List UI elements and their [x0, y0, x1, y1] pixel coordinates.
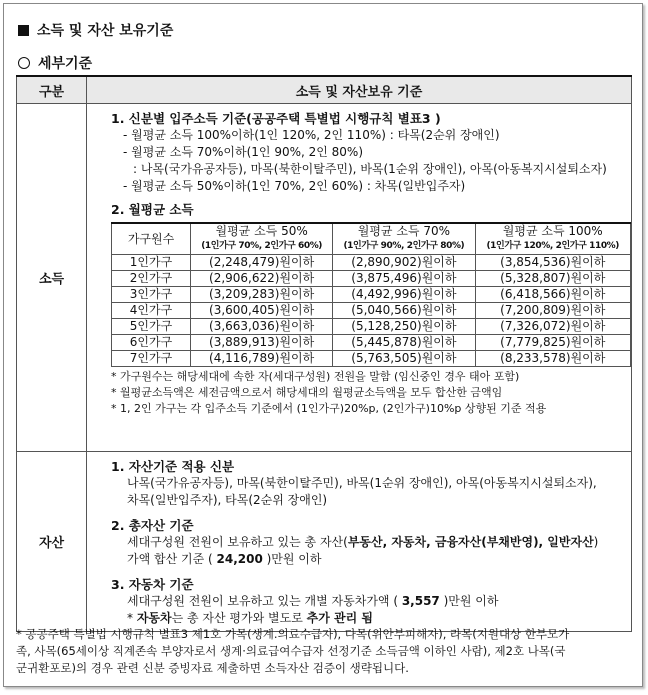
asset-sec1-title: 1. 자산기준 적용 신분 [111, 459, 235, 474]
asset-content [87, 452, 632, 632]
criteria-table [16, 75, 632, 632]
table-row: 5인가구 (3,663,036)원이하 (5,128,250)원이하 (7,326,072)원이하 [112, 319, 631, 335]
col-household: 가구원수 [112, 223, 191, 255]
asset-sec3-line: * 자동차는 총 자산 평가와 별도로 추가 관리 됨 [127, 611, 373, 625]
asset-sec3-title: 3. 자동차 기준 [111, 577, 194, 592]
asset-sec2-line: 세대구성원 전원이 보유하고 있는 총 자산(부동산, 자동차, 금융자산(부채반영), 일반자산) [127, 535, 599, 549]
table-row: 2인가구 (2,906,622)원이하 (3,875,496)원이하 (5,328,807)원이하 [112, 271, 631, 287]
footnote-line: 군귀환포로)의 경우 관련 신분 증빙자료 제출하면 소득자산 검증이 생략됩니다. [16, 661, 409, 675]
income-sec2-title: 2. 월평균 소득 [111, 202, 194, 217]
header-row [17, 76, 632, 104]
footnote [16, 626, 634, 677]
income-sec1-line: - 월평균 소득 50%이하(1인 70%, 2인 60%) : 차목(일반입주자) [123, 179, 466, 193]
income-sec1-title: 1. 신분별 입주소득 기준(공공주택 특별법 시행규칙 별표3 ) [111, 111, 441, 126]
income-note: * 월평균소득액은 세전금액으로서 해당세대의 월평균소득액을 모두 합산한 금액임 [111, 386, 503, 399]
table-row: 6인가구 (3,889,913)원이하 (5,445,878)원이하 (7,779,825)원이하 [112, 335, 631, 351]
footnote-line: 족, 사목(65세이상 직계존속 부양자로서 생계·의료급여수급자 선정기준 소득금액 이하인 사람), 제2호 나목(국 [16, 644, 566, 658]
income-note: * 가구원수는 해당세대에 속한 자(세대구성원) 전원을 말함 (임신중인 경우 태아 포함) [111, 370, 520, 383]
header-category: 구분 [17, 76, 87, 104]
income-table [111, 222, 631, 367]
asset-sec2-line: 가액 합산 기준 ( 24,200 )만원 이하 [127, 552, 322, 566]
asset-sec1-line: 차목(일반입주자), 타목(2순위 장애인) [127, 493, 328, 507]
income-table-header [112, 223, 631, 255]
asset-sec2-title: 2. 총자산 기준 [111, 518, 194, 533]
circle-bullet-icon [18, 57, 30, 69]
square-bullet-icon [18, 25, 29, 36]
income-sec1-line: - 월평균 소득 100%이하(1인 120%, 2인 110%) : 타목(2순위 장애인) [123, 128, 500, 142]
footnote-line: * 공공주택 특별법 시행규칙 별표3 제1호 가목(생계.의료수급자), 다목(위안부피해자), 라목(지원대상 한부모가 [16, 627, 570, 641]
asset-sec3-line: 세대구성원 전원이 보유하고 있는 개별 자동차가액 ( 3,557 )만원 이하 [127, 594, 499, 608]
income-label: 소득 [17, 104, 87, 452]
section-heading: 소득 및 자산 보유기준 [18, 20, 173, 40]
income-sec1-line: - 월평균 소득 70%이하(1인 90%, 2인 80%) [123, 145, 364, 159]
table-row: 4인가구 (3,600,405)원이하 (5,040,566)원이하 (7,200,809)원이하 [112, 303, 631, 319]
col-50: 월평균 소득 50% (1인가구 70%, 2인가구 60%) [191, 223, 333, 255]
income-row [17, 104, 632, 452]
table-row: 7인가구 (4,116,789)원이하 (5,763,505)원이하 (8,233,578)원이하 [112, 351, 631, 367]
col-70: 월평균 소득 70% (1인가구 90%, 2인가구 80%) [333, 223, 475, 255]
asset-row [17, 452, 632, 632]
income-sec1-line: : 나목(국가유공자등), 마목(북한이탈주민), 바목(1순위 장애인), 아목(아동복지시설퇴소자) [133, 162, 607, 176]
header-content: 소득 및 자산보유 기준 [87, 76, 632, 104]
income-content [87, 104, 632, 452]
table-row: 1인가구 (2,248,479)원이하 (2,890,902)원이하 (3,854,536)원이하 [112, 255, 631, 271]
asset-label: 자산 [17, 452, 87, 632]
income-note: * 1, 2인 가구는 각 입주소득 기준에서 (1인가구)20%p, (2인가구)10%p 상향된 기준 적용 [111, 402, 547, 415]
col-100: 월평균 소득 100% (1인가구 120%, 2인가구 110%) [475, 223, 631, 255]
sub-heading: 세부기준 [18, 53, 92, 73]
table-row: 3인가구 (3,209,283)원이하 (4,492,996)원이하 (6,418,566)원이하 [112, 287, 631, 303]
document-page [3, 3, 643, 687]
asset-sec1-line: 나목(국가유공자등), 마목(북한이탈주민), 바목(1순위 장애인), 아목(아동복지시설퇴소자), [127, 476, 597, 490]
car-value: 3,557 [401, 594, 440, 608]
total-asset-value: 24,200 [216, 552, 263, 566]
